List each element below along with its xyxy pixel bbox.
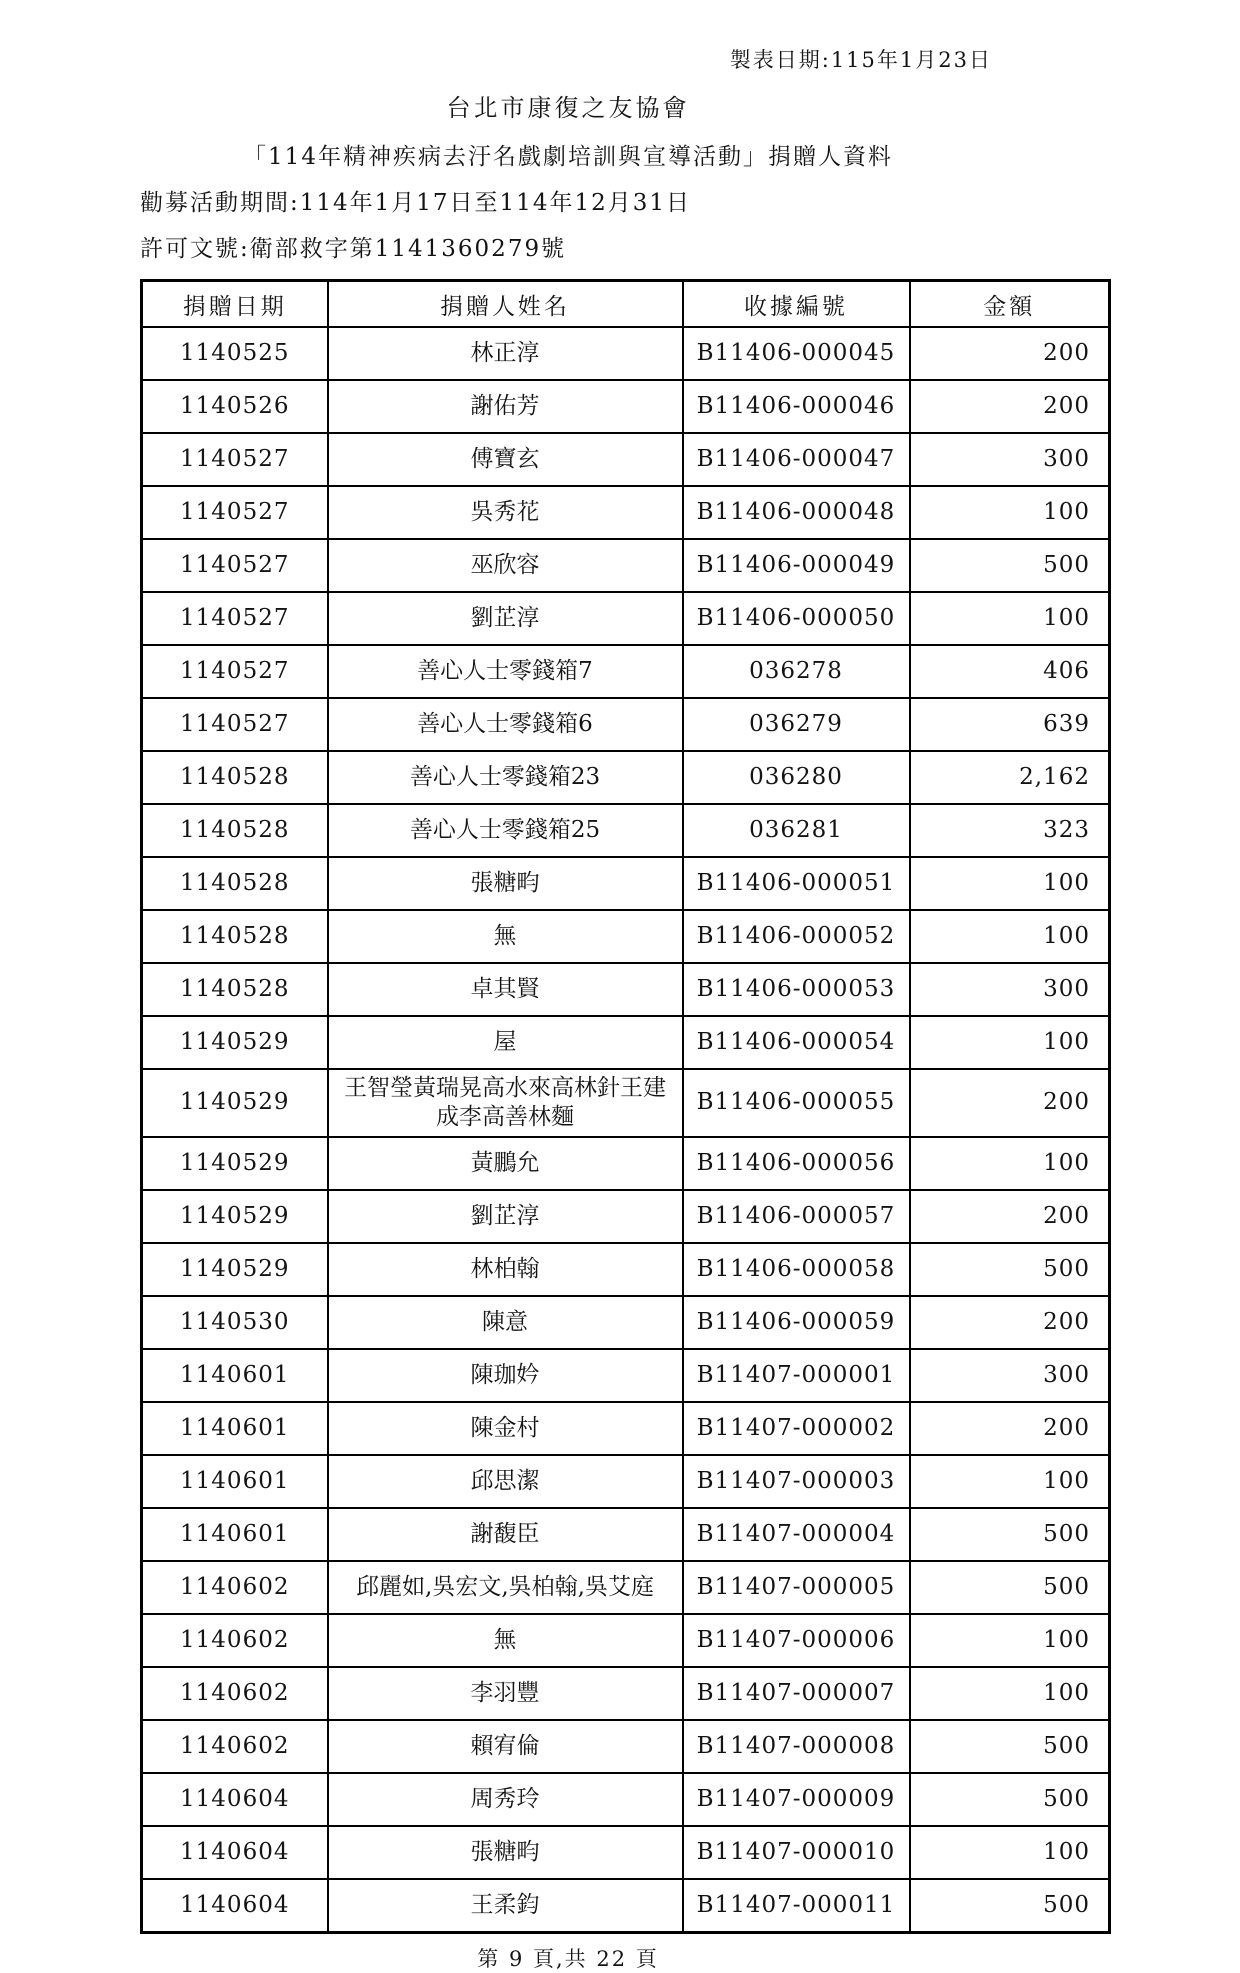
- amount-cell: 100: [910, 1455, 1110, 1508]
- column-header-donor-name: 捐贈人姓名: [328, 281, 683, 328]
- receipt-number-cell: B11407-000008: [683, 1720, 910, 1773]
- receipt-number-cell: B11407-000004: [683, 1508, 910, 1561]
- amount-cell: 200: [910, 380, 1110, 433]
- donor-name-cell: 黃鵬允: [328, 1137, 683, 1190]
- amount-cell: 300: [910, 1349, 1110, 1402]
- donation-date-cell: 1140602: [142, 1667, 328, 1720]
- amount-cell: 100: [910, 1826, 1110, 1879]
- receipt-number-cell: B11406-000046: [683, 380, 910, 433]
- donation-date-cell: 1140530: [142, 1296, 328, 1349]
- donor-name-cell: 傅寶玄: [328, 433, 683, 486]
- donor-name-cell: 王智瑩黃瑞晃高水來高林針王建成李高善林麵: [328, 1069, 683, 1137]
- receipt-number-cell: B11407-000010: [683, 1826, 910, 1879]
- donation-date-cell: 1140527: [142, 698, 328, 751]
- receipt-number-cell: B11407-000009: [683, 1773, 910, 1826]
- amount-cell: 100: [910, 857, 1110, 910]
- donor-name-cell: 謝馥臣: [328, 1508, 683, 1561]
- campaign-period: 勸募活動期間:114年1月17日至114年12月31日: [140, 190, 691, 216]
- table-row: [142, 1614, 1110, 1667]
- table-row: [142, 645, 1110, 698]
- donor-name-cell: 謝佑芳: [328, 380, 683, 433]
- donation-date-cell: 1140601: [142, 1508, 328, 1561]
- donor-name-cell: 陳意: [328, 1296, 683, 1349]
- amount-cell: 100: [910, 1614, 1110, 1667]
- amount-cell: 200: [910, 1190, 1110, 1243]
- table-row: [142, 1243, 1110, 1296]
- donor-name-cell: 李羽豐: [328, 1667, 683, 1720]
- donation-date-cell: 1140528: [142, 963, 328, 1016]
- amount-cell: 100: [910, 1667, 1110, 1720]
- amount-cell: 200: [910, 1296, 1110, 1349]
- donation-date-cell: 1140528: [142, 910, 328, 963]
- table-row: [142, 380, 1110, 433]
- print-date: 製表日期:115年1月23日: [729, 48, 992, 72]
- table-row: [142, 857, 1110, 910]
- donation-date-cell: 1140602: [142, 1614, 328, 1667]
- table-row: [142, 1402, 1110, 1455]
- receipt-number-cell: B11407-000005: [683, 1561, 910, 1614]
- donor-name-cell: 張糖畇: [328, 1826, 683, 1879]
- amount-cell: 2,162: [910, 751, 1110, 804]
- table-row: [142, 1667, 1110, 1720]
- page-content: [140, 0, 1108, 1973]
- donor-name-cell: 巫欣容: [328, 539, 683, 592]
- donation-date-cell: 1140529: [142, 1243, 328, 1296]
- receipt-number-cell: B11406-000050: [683, 592, 910, 645]
- table-row: [142, 327, 1110, 380]
- table-row: [142, 1879, 1110, 1933]
- donation-date-cell: 1140528: [142, 751, 328, 804]
- receipt-number-cell: B11407-000002: [683, 1402, 910, 1455]
- receipt-number-cell: B11406-000047: [683, 433, 910, 486]
- donor-name-cell: 劉芷淳: [328, 1190, 683, 1243]
- donor-name-cell: 善心人士零錢箱25: [328, 804, 683, 857]
- receipt-number-cell: B11406-000045: [683, 327, 910, 380]
- receipt-number-cell: B11407-000007: [683, 1667, 910, 1720]
- donor-name-cell: 吳秀花: [328, 486, 683, 539]
- table-row: [142, 1069, 1110, 1137]
- donation-date-cell: 1140529: [142, 1190, 328, 1243]
- donation-date-cell: 1140529: [142, 1016, 328, 1069]
- donor-table-header: [142, 281, 1110, 328]
- receipt-number-cell: B11406-000059: [683, 1296, 910, 1349]
- table-row: [142, 910, 1110, 963]
- donation-date-cell: 1140529: [142, 1137, 328, 1190]
- amount-cell: 500: [910, 1879, 1110, 1933]
- receipt-number-cell: B11407-000011: [683, 1879, 910, 1933]
- amount-cell: 300: [910, 963, 1110, 1016]
- amount-cell: 100: [910, 486, 1110, 539]
- donor-name-cell: 善心人士零錢箱23: [328, 751, 683, 804]
- amount-cell: 100: [910, 1016, 1110, 1069]
- donation-date-cell: 1140604: [142, 1826, 328, 1879]
- amount-cell: 500: [910, 1561, 1110, 1614]
- receipt-number-cell: B11406-000056: [683, 1137, 910, 1190]
- donation-date-cell: 1140527: [142, 592, 328, 645]
- donation-date-cell: 1140527: [142, 433, 328, 486]
- receipt-number-cell: B11406-000049: [683, 539, 910, 592]
- table-row: [142, 963, 1110, 1016]
- table-row: [142, 804, 1110, 857]
- donor-name-cell: 卓其賢: [328, 963, 683, 1016]
- donor-name-cell: 劉芷淳: [328, 592, 683, 645]
- table-row: [142, 1137, 1110, 1190]
- table-row: [142, 1826, 1110, 1879]
- page-footer: 第 9 頁,共 22 頁: [477, 1946, 659, 1971]
- table-row: [142, 1190, 1110, 1243]
- donation-date-cell: 1140604: [142, 1773, 328, 1826]
- table-row: [142, 751, 1110, 804]
- donor-table-body: [142, 327, 1110, 1932]
- column-header-amount: 金額: [910, 281, 1110, 328]
- donation-date-cell: 1140527: [142, 645, 328, 698]
- amount-cell: 200: [910, 327, 1110, 380]
- column-header-donation-date: 捐贈日期: [142, 281, 328, 328]
- column-header-receipt-number: 收據編號: [683, 281, 910, 328]
- donor-table: [140, 279, 1111, 1934]
- receipt-number-cell: 036280: [683, 751, 910, 804]
- donation-date-cell: 1140601: [142, 1455, 328, 1508]
- receipt-number-cell: B11406-000057: [683, 1190, 910, 1243]
- table-row: [142, 592, 1110, 645]
- receipt-number-cell: 036278: [683, 645, 910, 698]
- donor-name-cell: 張糖畇: [328, 857, 683, 910]
- table-row: [142, 1508, 1110, 1561]
- table-row: [142, 1773, 1110, 1826]
- receipt-number-cell: B11407-000001: [683, 1349, 910, 1402]
- amount-cell: 639: [910, 698, 1110, 751]
- donation-date-cell: 1140525: [142, 327, 328, 380]
- amount-cell: 500: [910, 1720, 1110, 1773]
- donor-name-cell: 無: [328, 910, 683, 963]
- donation-date-cell: 1140527: [142, 539, 328, 592]
- amount-cell: 500: [910, 539, 1110, 592]
- organization-name: 台北市康復之友協會: [446, 94, 690, 122]
- amount-cell: 500: [910, 1243, 1110, 1296]
- donor-name-cell: 善心人士零錢箱7: [328, 645, 683, 698]
- donation-date-cell: 1140529: [142, 1069, 328, 1137]
- table-row: [142, 1561, 1110, 1614]
- donor-name-cell: 善心人士零錢箱6: [328, 698, 683, 751]
- receipt-number-cell: B11406-000053: [683, 963, 910, 1016]
- table-row: [142, 539, 1110, 592]
- table-row: [142, 1296, 1110, 1349]
- donor-name-cell: 周秀玲: [328, 1773, 683, 1826]
- table-row: [142, 433, 1110, 486]
- receipt-number-cell: B11406-000052: [683, 910, 910, 963]
- donor-name-cell: 陳金村: [328, 1402, 683, 1455]
- donor-name-cell: 無: [328, 1614, 683, 1667]
- permit-number: 許可文號:衛部救字第1141360279號: [140, 236, 567, 262]
- donation-date-cell: 1140526: [142, 380, 328, 433]
- donor-name-cell: 王柔鈞: [328, 1879, 683, 1933]
- amount-cell: 300: [910, 433, 1110, 486]
- amount-cell: 500: [910, 1508, 1110, 1561]
- donation-date-cell: 1140527: [142, 486, 328, 539]
- donation-date-cell: 1140528: [142, 857, 328, 910]
- amount-cell: 100: [910, 910, 1110, 963]
- receipt-number-cell: B11406-000058: [683, 1243, 910, 1296]
- receipt-number-cell: B11406-000054: [683, 1016, 910, 1069]
- donation-date-cell: 1140528: [142, 804, 328, 857]
- donation-date-cell: 1140601: [142, 1349, 328, 1402]
- donor-name-cell: 賴宥倫: [328, 1720, 683, 1773]
- amount-cell: 200: [910, 1069, 1110, 1137]
- amount-cell: 100: [910, 1137, 1110, 1190]
- donor-name-cell: 林柏翰: [328, 1243, 683, 1296]
- donation-date-cell: 1140601: [142, 1402, 328, 1455]
- donation-date-cell: 1140602: [142, 1561, 328, 1614]
- document-title: 「114年精神疾病去汙名戲劇培訓與宣導活動」捐贈人資料: [243, 144, 893, 170]
- table-row: [142, 1720, 1110, 1773]
- amount-cell: 323: [910, 804, 1110, 857]
- receipt-number-cell: B11407-000003: [683, 1455, 910, 1508]
- table-row: [142, 698, 1110, 751]
- donation-date-cell: 1140604: [142, 1879, 328, 1933]
- header-row: [142, 281, 1110, 328]
- donation-date-cell: 1140602: [142, 1720, 328, 1773]
- donor-name-cell: 屋: [328, 1016, 683, 1069]
- donor-name-cell: 林正淳: [328, 327, 683, 380]
- amount-cell: 200: [910, 1402, 1110, 1455]
- donor-name-cell: 邱麗如,吳宏文,吳柏翰,吳艾庭: [328, 1561, 683, 1614]
- amount-cell: 406: [910, 645, 1110, 698]
- receipt-number-cell: 036279: [683, 698, 910, 751]
- receipt-number-cell: B11406-000048: [683, 486, 910, 539]
- amount-cell: 100: [910, 592, 1110, 645]
- table-row: [142, 1349, 1110, 1402]
- receipt-number-cell: B11406-000051: [683, 857, 910, 910]
- receipt-number-cell: B11407-000006: [683, 1614, 910, 1667]
- table-row: [142, 486, 1110, 539]
- receipt-number-cell: 036281: [683, 804, 910, 857]
- table-row: [142, 1455, 1110, 1508]
- table-row: [142, 1016, 1110, 1069]
- donor-name-cell: 陳珈妗: [328, 1349, 683, 1402]
- donor-name-cell: 邱思潔: [328, 1455, 683, 1508]
- amount-cell: 500: [910, 1773, 1110, 1826]
- receipt-number-cell: B11406-000055: [683, 1069, 910, 1137]
